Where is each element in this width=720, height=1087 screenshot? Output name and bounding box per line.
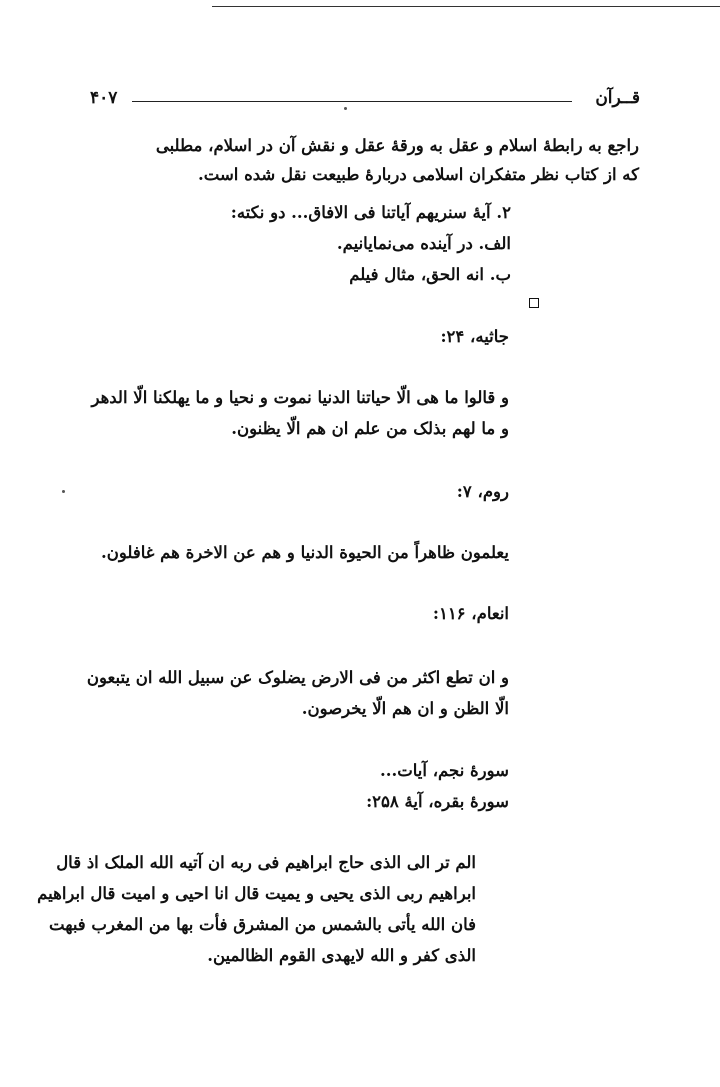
intro-line: راجع به رابطهٔ اسلام و عقل به ورقهٔ عقل و نقش آن در اسلام، مطلبی xyxy=(155,136,639,155)
point-two-item-b: ب. انه الحق، مثال فیلم xyxy=(349,265,511,284)
verse-line: الم تر الی الذی حاج ابراهیم فی ربه ان آتیه الله الملک اذ قال xyxy=(56,853,476,872)
verse-line: الذی کفر و الله لایهدی القوم الظالمین. xyxy=(207,946,476,965)
surah-ref-baqarah: سورهٔ بقره، آیهٔ ۲۵۸: xyxy=(366,792,509,811)
point-two-item-a: الف. در آینده می‌نمایانیم. xyxy=(336,234,511,253)
checkbox-square xyxy=(529,298,539,308)
verse-line: ابراهیم ربی الذی یحیی و یمیت قال انا احیی و امیت قال ابراهیم xyxy=(37,884,476,903)
verse-line: یعلمون ظاهراً من الحیوة الدنیا و هم عن الاخرة هم غافلون. xyxy=(101,543,509,562)
page-number: ۴۰۷ xyxy=(90,88,118,108)
verse-reference: روم، ۷: xyxy=(456,482,509,501)
verse-line: و ان تطع اکثر من فی الارض یضلوک عن سبیل الله ان یتبعون xyxy=(86,668,509,687)
page-header xyxy=(90,88,640,114)
verse-reference: انعام، ۱۱۶: xyxy=(432,604,509,623)
stray-dot xyxy=(62,490,65,493)
top-edge-rule xyxy=(212,6,720,7)
running-title: قــرآن xyxy=(595,88,640,108)
surah-ref-najm: سورهٔ نجم، آیات... xyxy=(380,761,509,780)
verse-line: فان الله یأتی بالشمس من المشرق فأت بها من المغرب فبهت xyxy=(49,915,476,934)
verse-reference: جاثیه، ۲۴: xyxy=(440,327,509,346)
point-two-heading: ۲. آیهٔ سنریهم آیاتنا فی الافاق... دو نکته: xyxy=(230,203,511,222)
verse-line: و ما لهم بذلک من علم ان هم الّا یظنون. xyxy=(231,419,509,438)
intro-line: که از کتاب نظر متفکران اسلامی دربارهٔ طبیعت نقل شده است. xyxy=(198,165,639,184)
header-rule xyxy=(132,101,572,102)
verse-line: و قالوا ما هی الّا حیاتنا الدنیا نموت و نحیا و ما یهلکنا الّا الدهر xyxy=(91,388,509,407)
verse-line: الّا الظن و ان هم الّا یخرصون. xyxy=(301,699,509,718)
